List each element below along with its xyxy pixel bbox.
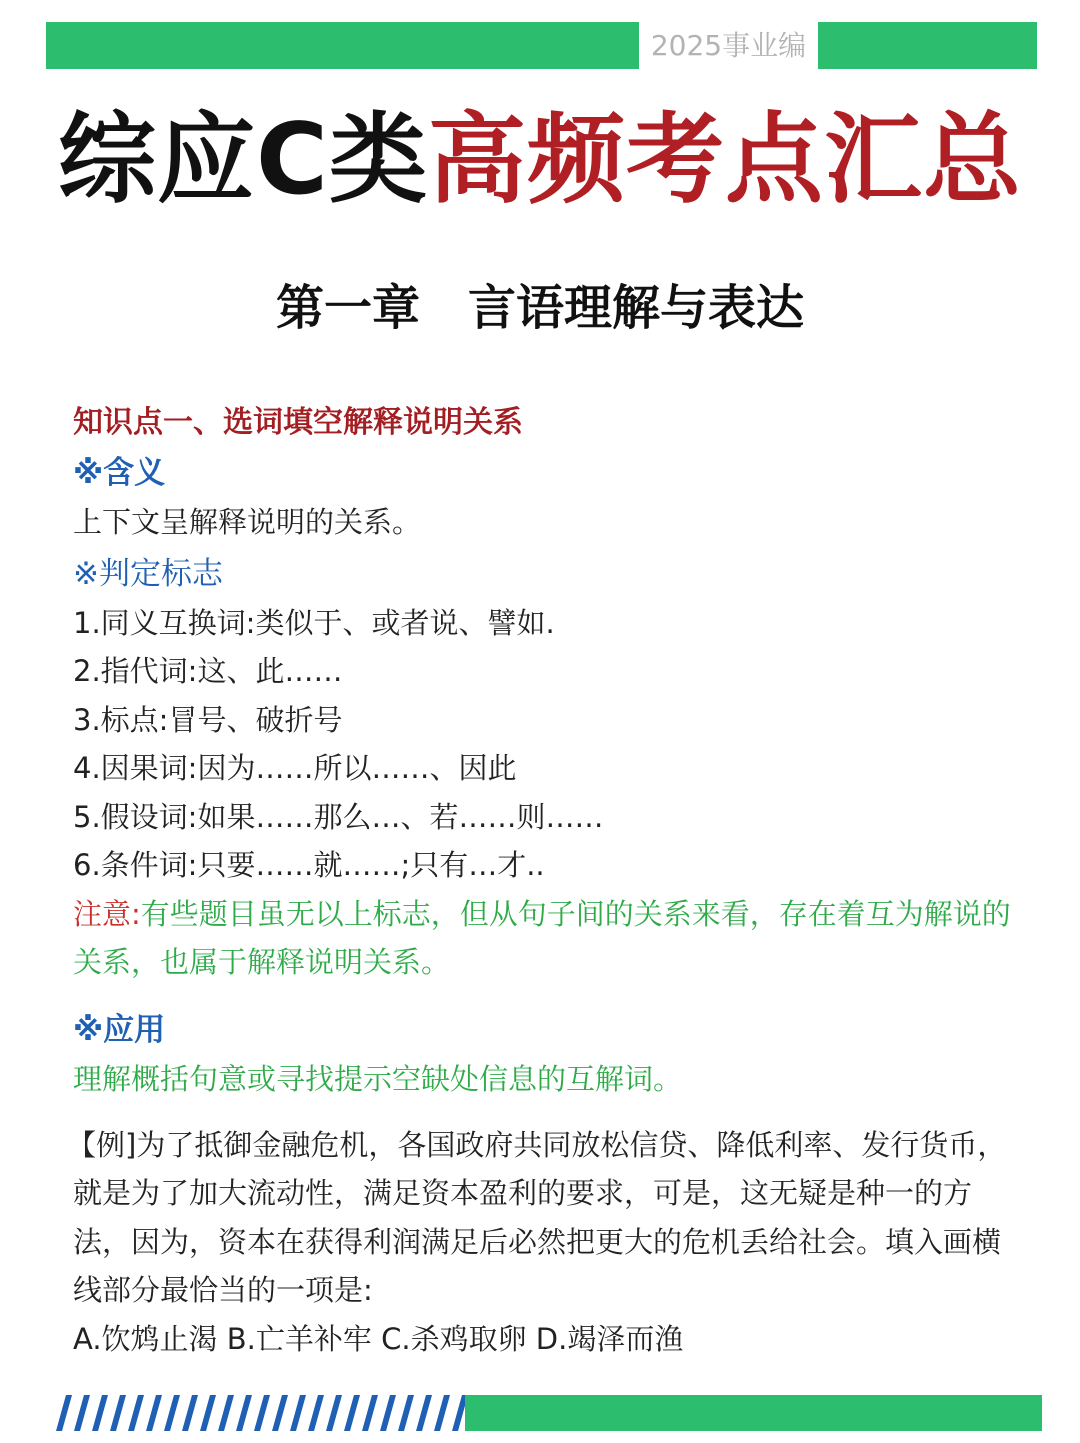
header-bar-right: [818, 22, 1037, 69]
meaning-text: 上下文呈解释说明的关系。: [73, 505, 422, 539]
main-title-part1: 综应C类: [58, 103, 428, 217]
meaning-heading: ※含义: [73, 455, 166, 491]
marker-item: 3.标点:冒号、破折号: [73, 702, 343, 737]
footer-stripes: [48, 1395, 468, 1431]
header-label: 2025事业编: [650, 29, 807, 62]
main-title-part2: 高频考点汇总: [427, 103, 1022, 217]
marker-item: 6.条件词:只要……就……;只有…才..: [73, 848, 545, 882]
example-options: A.饮鸩止渴 B.亡羊补牢 C.杀鸡取卵 D.竭泽而渔: [73, 1321, 684, 1356]
markers-heading: ※判定标志: [73, 555, 223, 592]
application-heading: ※应用: [73, 1011, 166, 1048]
marker-item: 1.同义互换词:类似于、或者说、譬如.: [73, 605, 555, 640]
content-body: [67, 400, 1013, 1363]
main-title: [0, 100, 1080, 220]
chapter-title: 第一章 言语理解与表达: [275, 280, 804, 336]
marker-item: 5.假设词:如果……那么…、若……则……: [73, 799, 604, 834]
header-bar-left: [46, 22, 639, 69]
note-paragraph: [73, 890, 1013, 987]
marker-item: 2.指代词:这、此……: [73, 654, 343, 688]
marker-item: 4.因果词:因为……所以……、因此: [73, 751, 517, 785]
note-label: 注意:: [73, 896, 141, 931]
footer-bar: [465, 1395, 1042, 1431]
knowledge-point-title: 知识点一、选词填空解释说明关系: [73, 405, 523, 440]
example-text: 【例]为了抵御金融危机，各国政府共同放松信贷、降低利率、发行货币，就是为了加大流动性，满足资本盈利的要求，可是，这无疑是种一的方法，因为，资本在获得利润满足后必然把更大的危机丢给社会。填入画横线部分最恰当的一项是:: [67, 1127, 1007, 1307]
application-text: 理解概括句意或寻找提示空缺处信息的互解词。: [73, 1061, 683, 1096]
note-text: 有些题目虽无以上标志，但从句子间的关系来看，存在着互为解说的关系，也属于解释说明关系。: [73, 896, 1011, 979]
